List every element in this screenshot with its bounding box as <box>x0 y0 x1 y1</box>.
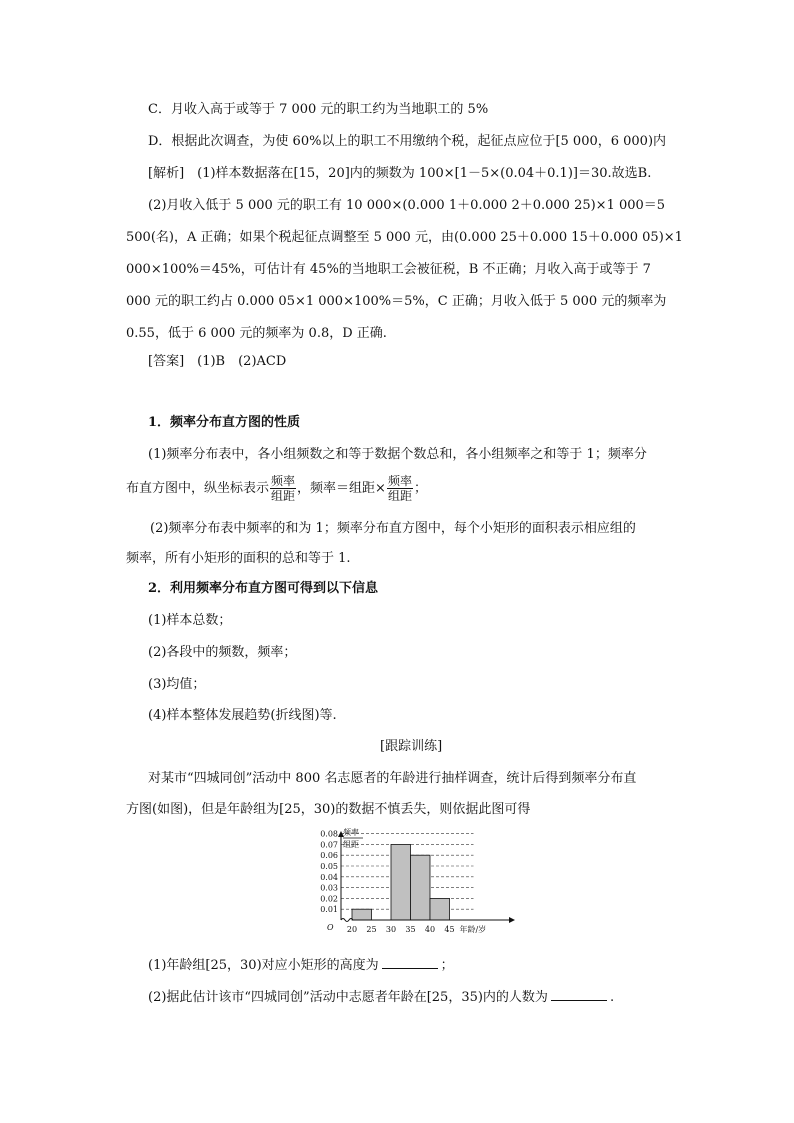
fraction-1-den: 组距 <box>271 489 296 503</box>
y-tick-label-0.07: 0.07 <box>320 840 338 850</box>
bars <box>352 844 450 920</box>
p1-suffix: ； <box>413 481 427 496</box>
analysis-line-5: 000 元的职工约占 0.000 05×1 000×100%＝5%，C 正确；月收入低于 5 000 元的频率为 <box>126 294 667 309</box>
info-item-2: (2)各段中的频数，频率； <box>148 645 297 660</box>
summary-p2-line-2: 频率，所有小矩形的面积的总和等于 1. <box>126 551 351 566</box>
info-item-3: (3)均值； <box>148 677 206 692</box>
x-tick-label-20: 20 <box>346 925 358 934</box>
y-tick-label-0.03: 0.03 <box>320 883 338 893</box>
bar-30-35 <box>391 844 411 920</box>
question-1 <box>148 956 454 975</box>
x-axis-label: 年龄/岁 <box>459 925 487 934</box>
q2-answer-blank[interactable] <box>551 988 607 1001</box>
bar-40-45 <box>430 898 450 920</box>
summary-p1-line-1: (1)频率分布表中，各小组频数之和等于数据个数总和，各小组频率之和等于 1；频率分 <box>148 447 647 462</box>
answer-line: [答案] (1)B (2)ACD <box>148 354 287 369</box>
q2-text: (2)据此估计该市“四城同创”活动中志愿者年龄在[25，35)内的人数为 <box>148 990 548 1005</box>
question-2 <box>148 988 614 1007</box>
fraction-1-num: 频率 <box>271 474 296 488</box>
x-tick-label-40: 40 <box>424 925 436 934</box>
fraction-2-den: 组距 <box>387 489 412 503</box>
exercise-stem-1: 对某市“四城同创”活动中 800 名志愿者的年龄进行抽样调查，统计后得到频率分布直 <box>148 771 637 786</box>
y-tick-label-0.06: 0.06 <box>320 851 338 861</box>
fraction-2 <box>387 474 413 503</box>
axis-break-mark <box>341 919 353 922</box>
info-item-4: (4)样本整体发展趋势(折线图)等. <box>148 708 337 723</box>
q1-suffix: ； <box>440 958 454 973</box>
option-d: D．根据此次调查，为使 60%以上的职工不用缴纳个税，起征点应位于[5 000，6 000)内 <box>148 134 667 149</box>
exercise-title: [跟踪训练] <box>380 739 443 754</box>
bar-20-25 <box>352 909 372 920</box>
exercise-stem-2: 方图(如图)，但是年龄组为[25，30)的数据不慎丢失，则依据此图可得 <box>126 802 531 817</box>
info-item-1: (1)样本总数； <box>148 613 232 628</box>
analysis-line-1: [解析] (1)样本数据落在[15，20]内的频数为 100×[1－5×(0.04＋0.1)]＝30.故选B. <box>148 166 652 181</box>
x-tick-label-25: 25 <box>366 925 377 934</box>
p1-prefix: 布直方图中，纵坐标表示 <box>126 481 270 496</box>
summary-p1-line-2 <box>126 474 427 503</box>
bar-35-40 <box>411 855 431 920</box>
q1-text: (1)年龄组[25，30)对应小矩形的高度为 <box>148 958 379 973</box>
histogram-chart <box>290 826 520 944</box>
x-tick-label-30: 30 <box>385 925 397 934</box>
origin-label: O <box>327 923 334 932</box>
p1-mid: ，频率＝组距× <box>297 481 386 496</box>
y-label-numerator: 频率 <box>343 828 359 837</box>
y-label-denominator: 组距 <box>343 840 359 849</box>
y-tick-label-0.04: 0.04 <box>320 872 338 882</box>
q1-answer-blank[interactable] <box>382 956 438 969</box>
y-tick-label-0.01: 0.01 <box>320 905 338 915</box>
summary-heading-2: 2．利用频率分布直方图可得到以下信息 <box>148 581 379 596</box>
x-tick-label-35: 35 <box>405 925 416 934</box>
y-tick-label-0.02: 0.02 <box>320 894 338 904</box>
option-c: C．月收入高于或等于 7 000 元的职工约为当地职工的 5% <box>148 102 489 117</box>
fraction-1 <box>270 474 296 503</box>
analysis-line-3: 500(名)，A 正确；如果个税起征点调整至 5 000 元，由(0.000 25＋0.000 15＋0.000 05)×1 <box>126 230 683 245</box>
summary-p2-line-1: (2)频率分布表中频率的和为 1；频率分布直方图中，每个小矩形的面积表示相应组的 <box>150 521 636 536</box>
y-tick-label-0.05: 0.05 <box>320 862 338 871</box>
summary-heading-1: 1．频率分布直方图的性质 <box>148 415 301 430</box>
analysis-line-6: 0.55，低于 6 000 元的频率为 0.8，D 正确. <box>126 326 387 341</box>
x-tick-label-45: 45 <box>444 925 455 934</box>
analysis-line-2: (2)月收入低于 5 000 元的职工有 10 000×(0.000 1＋0.000 2＋0.000 25)×1 000＝5 <box>148 198 666 213</box>
q2-suffix: . <box>609 990 615 1005</box>
fraction-2-num: 频率 <box>387 474 412 488</box>
y-tick-label-0.08: 0.08 <box>320 829 338 839</box>
analysis-line-4: 000×100%＝45%，可估计有 45%的当地职工会被征税，B 不正确；月收入高于或等于 7 <box>126 262 651 277</box>
